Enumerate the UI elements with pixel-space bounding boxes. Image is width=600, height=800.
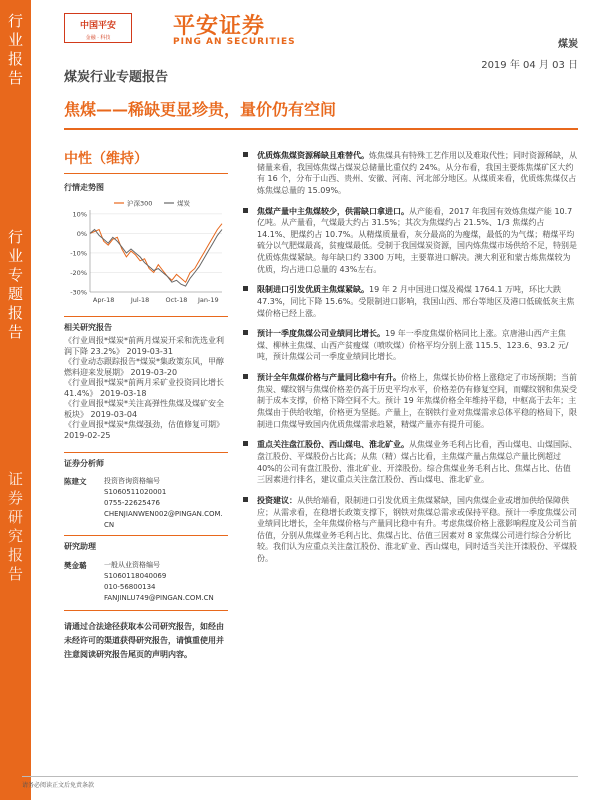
summary-paragraph	[240, 206, 578, 276]
assistant-card	[64, 560, 228, 608]
brand-name-en: PING AN SECURITIES	[173, 37, 296, 47]
bullet-icon	[243, 152, 248, 157]
report-body	[240, 150, 578, 574]
paragraph-text: 价格上，焦煤长协价格上涨稳定了市场预期；当前焦炭、螺纹钢与焦煤价格差仍高于历史平均水平，价格差仍有修复空间，而螺纹钢和焦炭受制于成本支撑，价格下降空间不大。预计 19 年焦煤价格全年维持平稳，中枢高于去年；主焦煤由于供给收缩，价格更为坚挺。产量上，在钢铁行业对焦煤需求总体平稳的格局下，限制进口焦煤导致国内优质焦煤需求趋紧，精煤产量亦有提升可能。	[257, 373, 577, 429]
y-tick-label: 0%	[76, 229, 87, 238]
bullet-icon	[243, 374, 248, 379]
rating-divider	[64, 173, 228, 174]
summary-paragraph	[240, 495, 578, 565]
paragraph-lead: 重点关注盘江股份、西山煤电、淮北矿业。	[257, 440, 409, 450]
side-strip	[0, 0, 31, 800]
footer-divider	[22, 776, 578, 777]
series-line-coal	[90, 230, 222, 287]
paragraph-lead: 预计全年焦煤价格与产量同比稳中有升。	[257, 373, 401, 383]
analyst-name: 陈建文	[64, 477, 87, 486]
trend-heading: 行情走势图	[64, 183, 104, 192]
page-title: 焦煤——稀缺更显珍贵，量价仍有空间	[64, 100, 337, 119]
report-type: 煤炭行业专题报告	[64, 70, 169, 85]
related-heading: 相关研究报告	[64, 323, 112, 332]
trend-chart	[64, 198, 228, 310]
analyst-card	[64, 476, 228, 534]
assistant-heading: 研究助理	[64, 542, 96, 551]
x-tick-label: Jan-19	[198, 296, 219, 304]
analyst-heading: 证券分析师	[64, 459, 104, 468]
paragraph-lead: 预计一季度焦煤公司业绩同比增长。	[257, 329, 385, 339]
x-tick-label: Oct-18	[165, 296, 188, 304]
paragraph-text: 炼焦煤具有特殊工艺作用以及难取代性；同时资源稀缺，从储量来看，我国炼焦煤占煤炭总储量比重仅约 24%。从分布看，我国主要炼焦煤矿区大约有 16 个，分布于山西、贵州、安徽、河南、河北部分地区。从煤质来看，优质炼焦煤仅占炼焦煤总量的 15.09%。	[257, 151, 577, 195]
sector-label: 煤炭	[558, 39, 578, 50]
paragraph-lead: 限制进口引发优质主焦煤紧缺。	[257, 285, 369, 295]
logo-text: 中国平安	[79, 21, 116, 31]
disclaimer: 请通过合法途径获取本公司研究报告，如经由未经许可的渠道获得研究报告，请慎重使用并注意阅读研究报告尾页的声明内容。	[64, 622, 224, 659]
bullet-icon	[243, 330, 248, 335]
y-tick-label: -10%	[70, 249, 87, 258]
bullet-icon	[243, 497, 248, 502]
summary-paragraph	[240, 328, 578, 363]
paragraph-lead: 优质炼焦煤资源稀缺且难替代。	[257, 151, 369, 160]
related-divider	[64, 452, 228, 453]
strip-label-mid: 行 业 专 题 报 告	[7, 228, 23, 341]
paragraph-text: 从产能看，2017 年我国有效炼焦煤产能 10.7 亿吨。从产量看，气煤最大约占 31.5%；其次为焦煤约占 21.5%、1/3 焦煤约占 14.1%、肥煤约占 10.7%。从精煤质量看，灰分最高的为瘦煤，最低的为气煤；精煤平均硫分以气肥煤最高，贫瘦煤最低。受制于我国煤炭资源，国内炼焦煤市场供给不足，特别是优质炼焦煤紧缺。每年缺口约 3300 万吨，主要靠进口解决。澳大利亚和蒙古炼焦煤较为优质，均占进口总量的 43%左右。	[257, 206, 577, 274]
paragraph-lead: 焦煤产量中主焦煤较少，供需缺口拿进口。	[257, 206, 409, 216]
paragraph-text: 从焦煤业务毛利占比看，西山煤电、山煤国际、盘江股份、平煤股份占比高；从焦（精）煤占比看，主焦煤产量占焦煤总产量比例超过 40%的公司有盘江股份、淮北矿业、开滦股份。综合焦煤业务毛利占比、焦煤占比、估值三因素进行排名，建议重点关注盘江股份、西山煤电、淮北矿业。	[257, 440, 577, 485]
x-tick-label: Jul-18	[130, 296, 150, 304]
related-report-item[interactable]: 《行业周报*煤炭*前两月煤炭开采和洗选业利润下降 23.2%》 2019-03-31	[64, 336, 224, 356]
bullet-icon	[243, 286, 248, 291]
paragraph-text: 19 年 2 月中国进口煤及褐煤 1764.1 万吨，环比大跌 47.3%，同比下降 15.6%。受限制进口影响，我国山西、邢台等地区及港口低硫低灰主焦煤价格已经上涨。	[257, 285, 575, 318]
summary-paragraph	[240, 150, 578, 196]
analyst-email-tail: CN	[104, 521, 115, 529]
analyst-info	[104, 476, 223, 531]
y-tick-label: -20%	[70, 268, 87, 277]
assistant-cert-number: S1060118040069	[104, 572, 167, 580]
assistant-info	[104, 560, 214, 604]
legend-label: 煤炭	[177, 199, 190, 208]
y-tick-label: 10%	[72, 210, 87, 219]
legend-label: 沪深300	[127, 199, 153, 208]
logo-subtext: 金融 · 科技	[85, 35, 111, 41]
summary-paragraph	[240, 372, 578, 430]
title-divider	[64, 128, 578, 130]
related-report-item[interactable]: 《行业周报*煤炭*焦煤强劲，估值修复可期》 2019-02-25	[64, 420, 224, 440]
x-tick-label: Apr-18	[92, 296, 115, 304]
assistant-cert-label: 一般从业资格编号	[104, 561, 160, 569]
assistant-name: 樊金璐	[64, 561, 87, 570]
related-report-item[interactable]: 《行业周报*煤炭*关注高弹性焦煤及煤矿安全板块》 2019-03-04	[64, 399, 224, 419]
brand-name: 平安证券	[173, 14, 266, 39]
strip-label-top: 行 业 报 告	[7, 12, 23, 87]
related-report-item[interactable]: 《行业周报*煤炭*前两月采矿业投资同比增长 41.4%》 2019-03-18	[64, 378, 224, 398]
paragraph-text: 从供给端看，限制进口引发优质主焦煤紧缺，国内焦煤企业或增加供给保障供应；从需求看，在稳增长政策支撑下，钢铁对焦煤总需求或保持平稳。预计一季度焦煤公司业绩同比增长，全年焦煤价格与产量同比稳中有升。考虑焦煤价格上涨影响程度及公司当前估值，分别从焦煤业务毛利占比、焦煤占比、估值三因素对 8 家焦煤公司进行综合分析比较。我们认为应重点关注盘江股份、淮北矿业、西山煤电，同时适当关注开滦股份、平煤股份。	[257, 495, 577, 563]
strip-label-bottom: 证 券 研 究 报 告	[7, 470, 23, 583]
footer-note: 请务必阅读正文后免责条款	[22, 782, 95, 789]
assistant-divider	[64, 610, 228, 611]
chart-divider	[64, 316, 228, 317]
summary-paragraph	[240, 284, 578, 319]
rating: 中性（维持）	[64, 151, 148, 167]
analyst-email[interactable]: CHENJIANWEN002@PINGAN.COM.	[104, 510, 223, 518]
assistant-email[interactable]: FANJINLU749@PINGAN.COM.CN	[104, 594, 214, 602]
assistant-phone: 010-56800134	[104, 583, 156, 591]
bullet-icon	[243, 441, 248, 446]
analyst-cert-number: S1060511020001	[104, 488, 167, 496]
pingan-logo	[64, 13, 132, 43]
y-tick-label: -30%	[70, 288, 87, 297]
analyst-cert-label: 投资咨询资格编号	[104, 477, 160, 485]
related-reports	[64, 336, 228, 441]
analyst-phone: 0755-22625476	[104, 499, 160, 507]
bullet-icon	[243, 208, 248, 213]
paragraph-text: 19 年一季度焦煤价格同比上涨。京唐港山西产主焦煤、柳林主焦煤、山西产贫瘦煤（喷吹煤）价格平均分别上涨 115.5、123.6、93.2 元/吨，预计焦煤公司一季度业绩同比增长。	[257, 329, 569, 362]
trend-chart-svg	[64, 198, 228, 310]
summary-paragraph	[240, 439, 578, 485]
related-report-item[interactable]: 《行业动态跟踪报告*煤炭*集政策东风，甲醇燃料迎来发展期》 2019-03-20	[64, 357, 224, 377]
report-date: 2019 年 04 月 03 日	[481, 60, 578, 71]
paragraph-lead: 投资建议：	[257, 495, 297, 505]
analyst-divider	[64, 535, 228, 536]
